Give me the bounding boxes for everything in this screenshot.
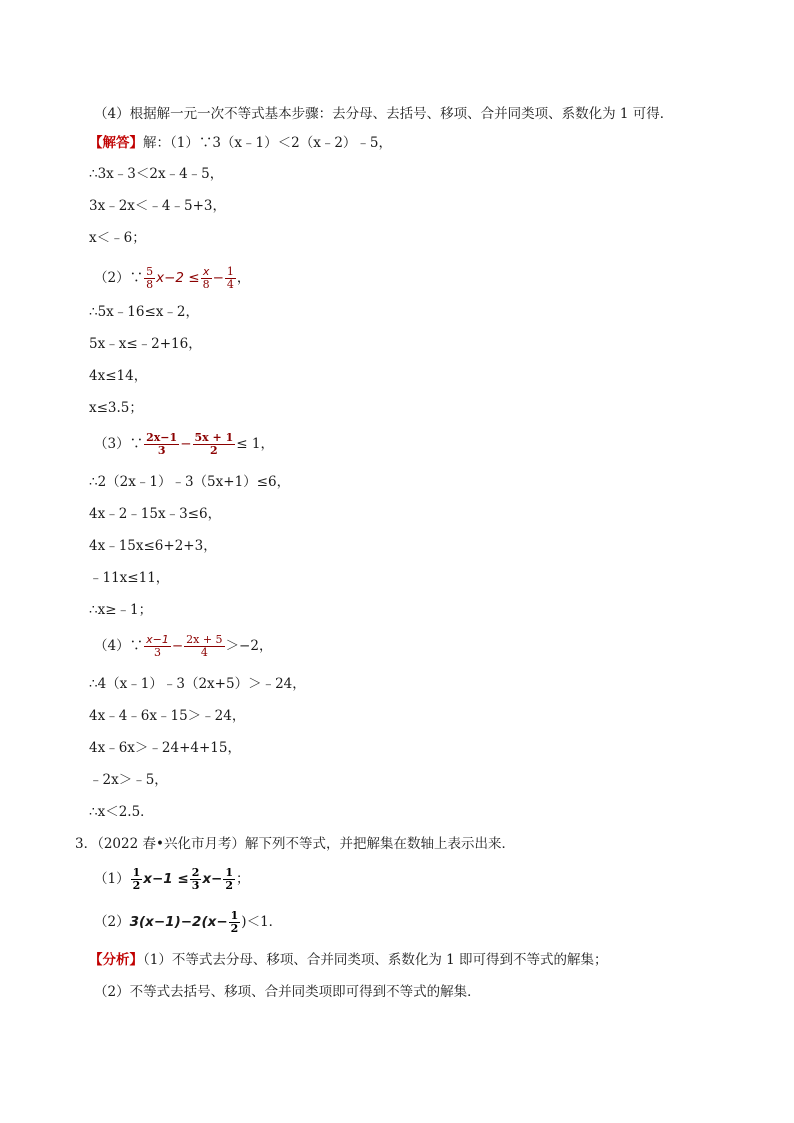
q3p1-frac-1-2 xyxy=(131,867,143,892)
frac-den: 3 xyxy=(157,444,166,457)
q3p2-expr-a: 3(x−1)−2(x− xyxy=(129,914,228,930)
frac-den: 2 xyxy=(230,922,239,935)
part1-line-3: x＜﹣6； xyxy=(89,230,146,246)
frac-den: 2 xyxy=(210,444,218,457)
q3p2-frac-1-2 xyxy=(229,910,241,935)
frac-den: 3 xyxy=(191,879,200,892)
part2-frac-5-8 xyxy=(144,266,155,291)
frac-num: x−1 xyxy=(146,633,169,646)
frac-den: 2 xyxy=(132,879,141,892)
question-3-stem: 3．（2022 春•兴化市月考）解下列不等式，并把解集在数轴上表示出来． xyxy=(75,836,515,852)
part3-line-2: 4x﹣2﹣15x﹣3≤6， xyxy=(89,506,222,522)
part4-heading xyxy=(94,630,272,662)
part2-line-2: 5x﹣x≤﹣2+16， xyxy=(89,336,202,352)
frac-den: 8 xyxy=(202,278,210,291)
frac-num: 2x−1 xyxy=(146,431,178,444)
part1-line-2: 3x﹣2x＜﹣4﹣5+3， xyxy=(89,198,226,214)
analysis-text-1: （1）不等式去分母、移项、合并同类项、系数化为 1 即可得到不等式的解集； xyxy=(143,952,608,968)
intro-line: （4）根据解一元一次不等式基本步骤：去分母、去括号、移项、合并同类项、系数化为 1 可得． xyxy=(94,106,674,122)
part3-line-1: ∴2（2x﹣1）﹣3（5x+1）≤6， xyxy=(89,474,291,490)
frac-den: 3 xyxy=(153,646,161,659)
part3-minus: − xyxy=(180,436,192,452)
question-3-part1 xyxy=(94,861,250,897)
analysis-line-2: （2）不等式去括号、移项、合并同类项即可得到不等式的解集． xyxy=(94,984,481,1000)
part1-line-1: ∴3x﹣3＜2x﹣4﹣5， xyxy=(89,166,224,182)
frac-num: 2 xyxy=(191,866,200,879)
q3p2-expr-b: )＜1． xyxy=(241,914,283,930)
part3-frac-b xyxy=(193,432,236,457)
frac-num: x xyxy=(201,266,212,279)
part2-mid: x−2 ≤ xyxy=(156,270,200,286)
q3p1-tail: ； xyxy=(236,871,250,887)
frac-num: 1 xyxy=(225,866,234,879)
answer-start: 解：（1）∵3（x﹣1）＜2（x﹣2）﹣5， xyxy=(143,135,393,151)
part3-label: （3）∵ xyxy=(94,436,144,452)
part2-line-4: x≤3.5； xyxy=(89,400,143,416)
q3p1-frac-2-3 xyxy=(190,867,202,892)
part4-line-3: 4x﹣6x＞﹣24+4+15， xyxy=(89,740,241,756)
part4-line-4: ﹣2x＞﹣5， xyxy=(89,772,168,788)
analysis-line-1 xyxy=(89,951,608,969)
frac-den: 4 xyxy=(226,278,234,291)
part3-line-5: ∴x≥﹣1； xyxy=(89,602,153,618)
part4-line-5: ∴x＜2.5． xyxy=(89,804,154,820)
q3p2-label: （2） xyxy=(94,914,130,930)
part2-line-3: 4x≤14， xyxy=(89,368,148,384)
part4-minus: − xyxy=(171,638,184,654)
part4-frac-a xyxy=(144,634,171,659)
part4-label: （4）∵ xyxy=(94,638,144,654)
part4-tail: ＞−2， xyxy=(225,638,273,654)
part4-line-1: ∴4（x﹣1）﹣3（2x+5）＞﹣24， xyxy=(89,676,306,692)
frac-num: 5x + 1 xyxy=(194,431,234,444)
part3-heading xyxy=(94,428,274,460)
q3p1-frac-1-2b xyxy=(223,867,235,892)
part2-heading xyxy=(94,262,250,294)
frac-den: 8 xyxy=(146,278,154,291)
question-3-part2 xyxy=(94,904,282,940)
part3-line-4: ﹣11x≤11， xyxy=(89,570,170,586)
frac-num: 1 xyxy=(230,909,239,922)
frac-den: 4 xyxy=(200,646,208,659)
answer-tag: 【解答】 xyxy=(89,135,143,151)
frac-den: 2 xyxy=(225,879,234,892)
part2-label: （2）∵ xyxy=(94,270,144,286)
frac-num: 1 xyxy=(132,866,141,879)
frac-num: 2x + 5 xyxy=(186,633,223,646)
part3-frac-a xyxy=(144,432,179,457)
part3-line-3: 4x﹣15x≤6+2+3， xyxy=(89,538,217,554)
part4-frac-b xyxy=(184,634,224,659)
frac-num: 1 xyxy=(226,265,234,278)
part4-line-2: 4x﹣4﹣6x﹣15＞﹣24， xyxy=(89,708,246,724)
q3p1-mid2: x− xyxy=(202,871,223,887)
part2-frac-x-8 xyxy=(201,266,212,291)
analysis-tag: 【分析】 xyxy=(89,952,143,968)
part2-tail: ， xyxy=(236,270,251,286)
frac-num: 5 xyxy=(146,265,154,278)
answer-heading xyxy=(89,134,392,152)
part2-frac-1-4 xyxy=(225,266,236,291)
q3p1-label: （1） xyxy=(94,871,130,887)
part3-tail: ≤ 1， xyxy=(236,436,274,452)
part2-minus: − xyxy=(212,270,224,286)
q3p1-mid: x−1 ≤ xyxy=(143,871,189,887)
part2-line-1: ∴5x﹣16≤x﹣2， xyxy=(89,304,199,320)
